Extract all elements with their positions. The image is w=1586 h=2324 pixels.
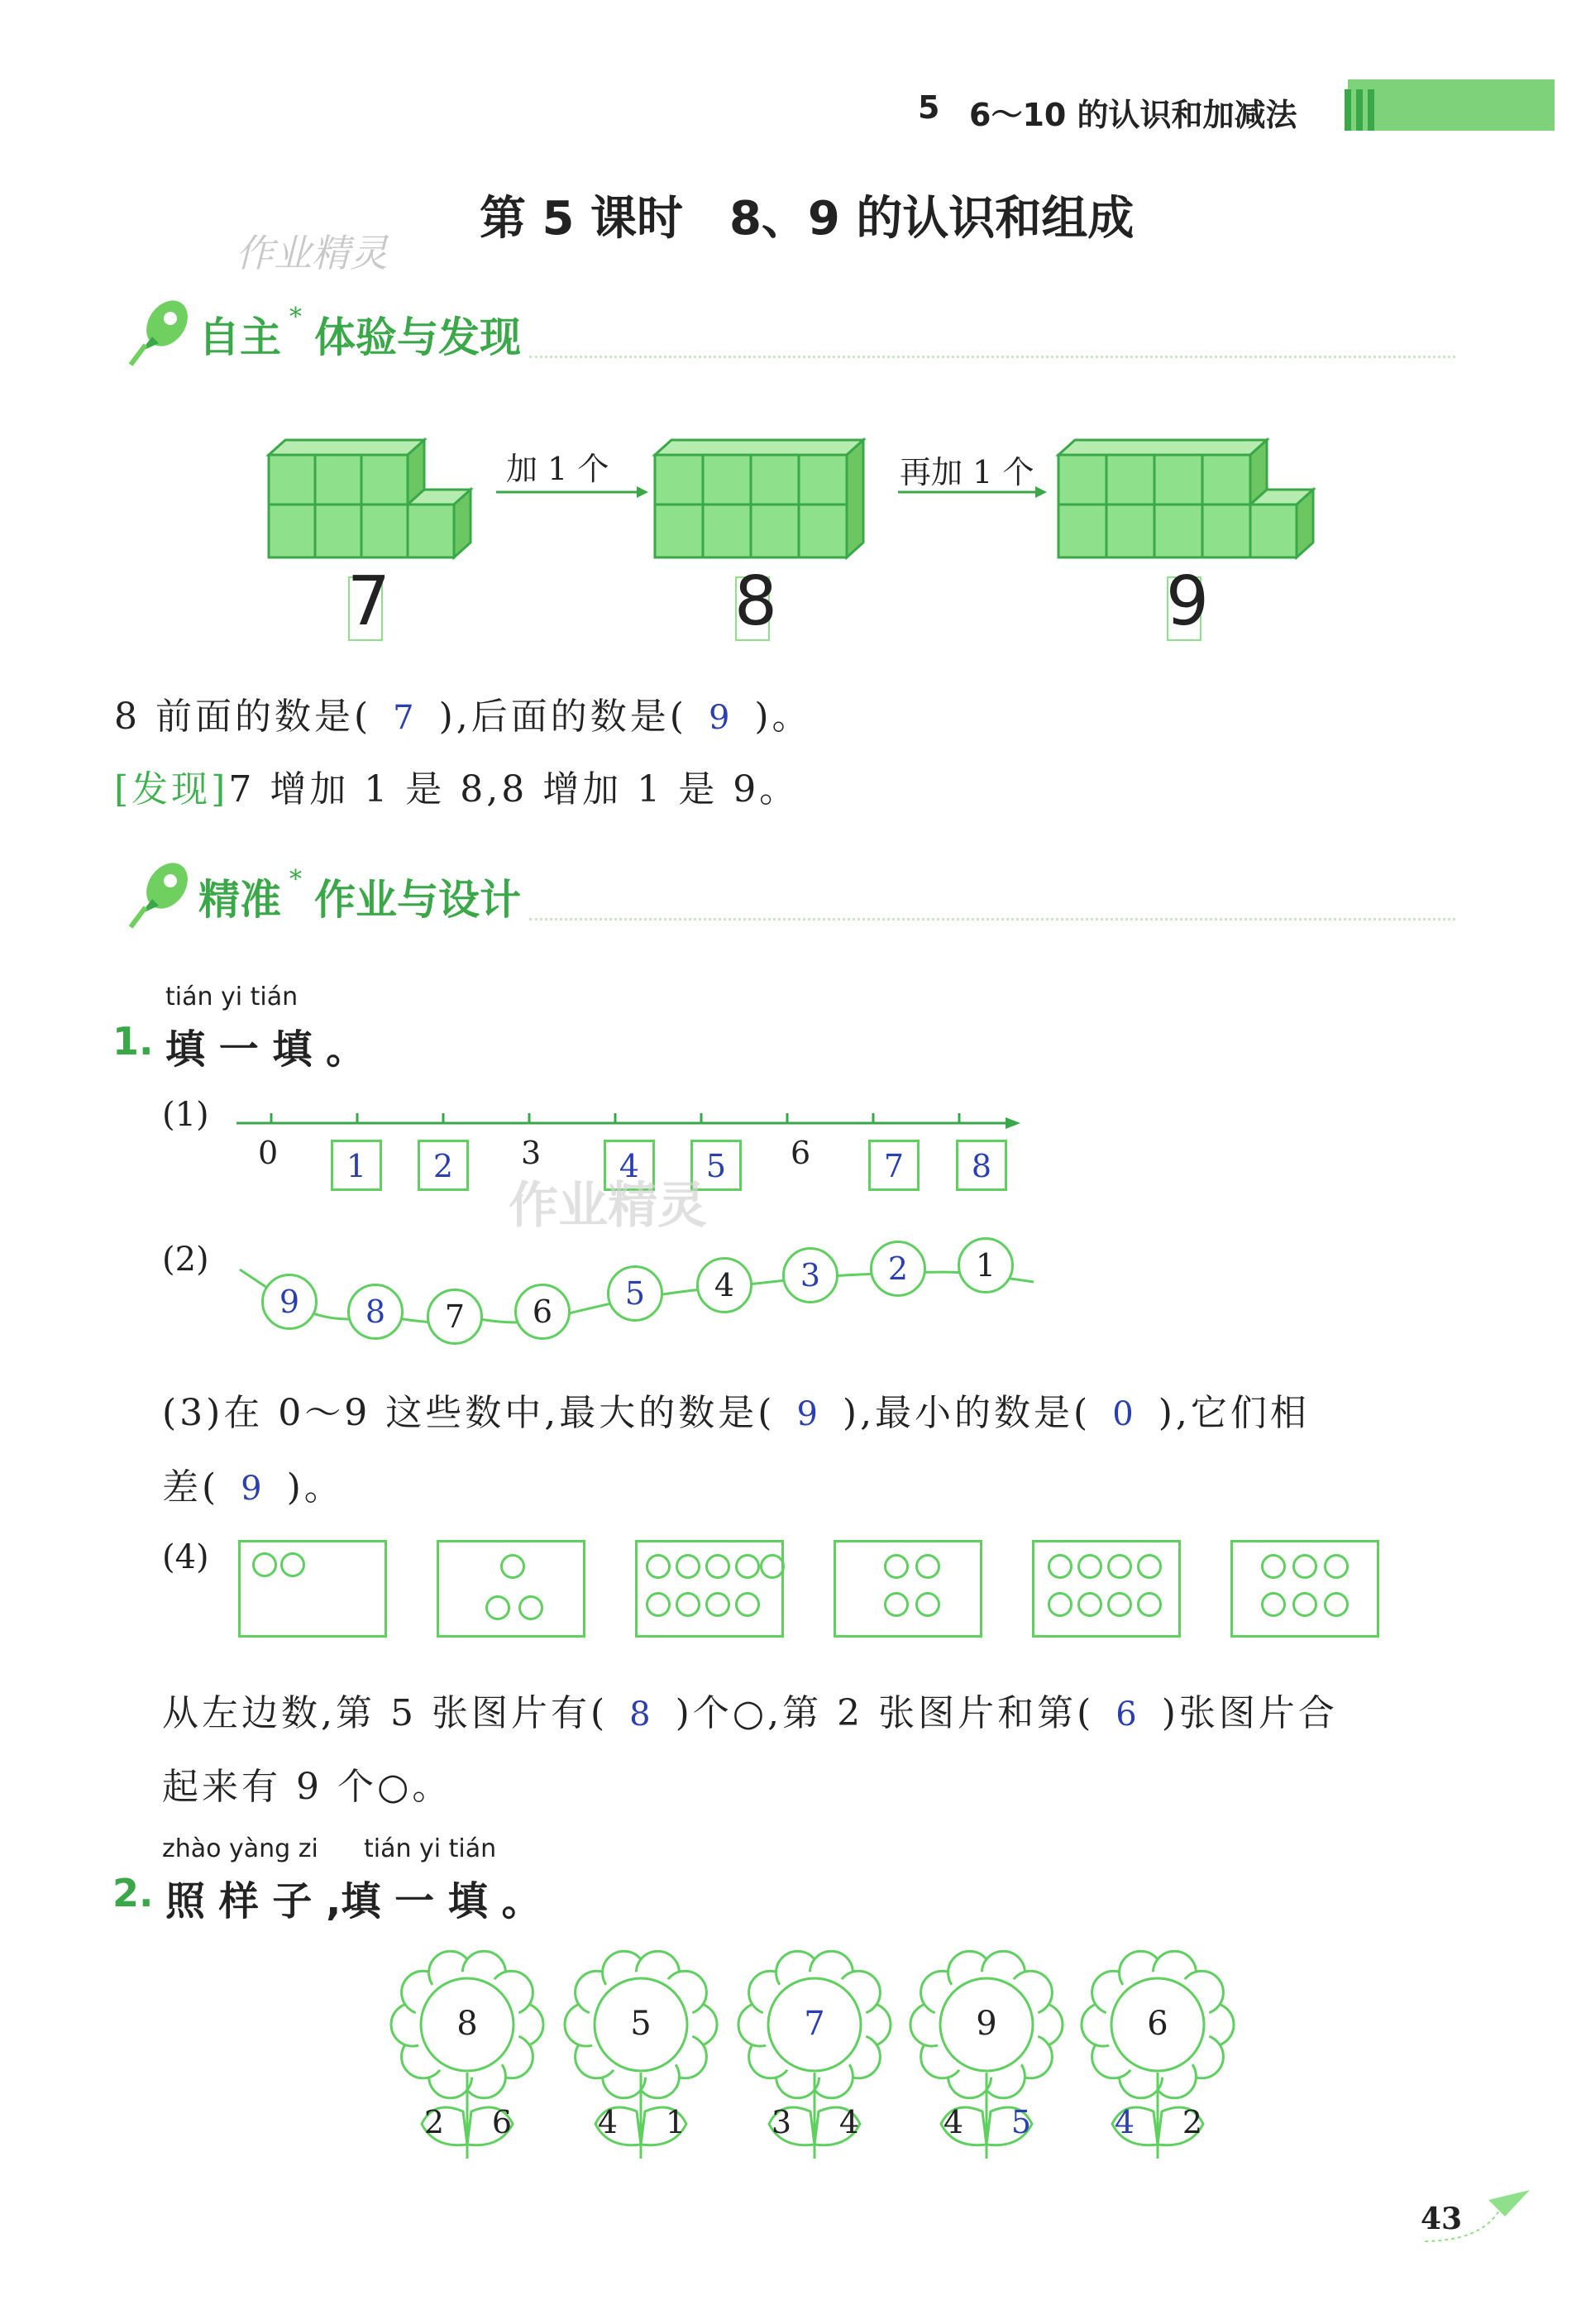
circle-dot: [485, 1595, 510, 1620]
flower-1-right: 6: [491, 2104, 513, 2140]
section1-question: 8 前面的数是( 7 ),后面的数是( 9 )。: [114, 696, 812, 738]
circle-dot: [676, 1554, 700, 1579]
flower-5-left[interactable]: 4: [1114, 2104, 1135, 2140]
circle-dot: [884, 1554, 909, 1579]
rocket-icon-2: [124, 856, 198, 930]
flower-1: [389, 1942, 546, 2165]
circle-dot: [735, 1554, 760, 1579]
line-box-8[interactable]: 8: [956, 1140, 1007, 1191]
bead-4: 4: [696, 1257, 752, 1313]
bead-5[interactable]: 5: [607, 1265, 663, 1322]
circle-dot: [705, 1592, 730, 1617]
bead-1: 1: [958, 1237, 1014, 1294]
section1-title-a: 自主: [198, 313, 281, 361]
circle-dot: [1324, 1554, 1349, 1579]
flower-4-right[interactable]: 5: [1010, 2104, 1032, 2140]
circle-dot: [705, 1554, 730, 1579]
line-box-5[interactable]: 5: [690, 1140, 742, 1191]
section2-title-a: 精准: [198, 876, 281, 924]
header-stripes: [1345, 89, 1386, 132]
dot-card-4: [834, 1540, 982, 1638]
watermark-top: 作业精灵: [236, 231, 388, 275]
line-label-3: 3: [521, 1135, 542, 1171]
bead-9[interactable]: 9: [261, 1274, 318, 1330]
answer-max: 9: [796, 1395, 821, 1433]
q1-pinyin: tián yi tián: [165, 983, 299, 1011]
page-number: 43: [1421, 2202, 1463, 2236]
paper-plane-icon: [1406, 2183, 1538, 2250]
flower-2: [562, 1942, 719, 2165]
flower-2-left: 4: [597, 2104, 619, 2140]
flower-1-top: 8: [456, 2005, 478, 2043]
lesson-title: 第 5 课时 8、9 的认识和组成: [480, 192, 1135, 246]
q2-pinyin-a: zhào yàng zi: [162, 1834, 318, 1863]
circle-dot: [1137, 1592, 1162, 1617]
flower-2-top: 5: [630, 2005, 652, 2043]
section1-rule: [529, 356, 1455, 358]
arrow2-label: 再加 1 个: [900, 454, 1034, 490]
discover-line: [114, 759, 799, 812]
circle-dot: [1077, 1554, 1102, 1579]
circle-dot: [735, 1592, 760, 1617]
line-box-2[interactable]: 2: [418, 1140, 469, 1191]
flower-4: [908, 1942, 1065, 2165]
p2-label: (2): [162, 1241, 209, 1279]
p3-line2: 差( 9 )。: [162, 1466, 344, 1509]
circle-dot: [760, 1554, 785, 1579]
circle-dot: [915, 1592, 940, 1617]
circle-dot: [1107, 1554, 1132, 1579]
circle-dot: [1292, 1554, 1317, 1579]
answer-after-8: 9: [708, 699, 733, 737]
flower-4-left: 4: [943, 2104, 964, 2140]
circle-dot: [1048, 1554, 1072, 1579]
q1-number: 1.: [112, 1019, 154, 1064]
answer-min: 0: [1112, 1395, 1137, 1433]
star-icon-2: *: [289, 865, 302, 894]
dot-card-3: [635, 1540, 784, 1638]
q2-pinyin-b: tián yi tián: [364, 1834, 497, 1863]
circle-dot: [252, 1552, 277, 1577]
p4-line2: 起来有 9 个○。: [162, 1766, 452, 1808]
circle-dot: [884, 1592, 909, 1617]
circle-dot: [1048, 1592, 1072, 1617]
p1-label: (1): [162, 1096, 209, 1134]
chapter-title: 6～10 的认识和加减法: [969, 97, 1297, 133]
flower-3-right: 4: [838, 2104, 860, 2140]
p3-line1: (3)在 0～9 这些数中,最大的数是( 9 ),最小的数是( 0 ),它们相: [162, 1392, 1310, 1434]
bead-7: 7: [427, 1289, 483, 1345]
digit-9: 9: [1165, 562, 1210, 641]
section2-rule: [529, 918, 1455, 921]
dot-card-5: [1032, 1540, 1181, 1638]
dot-card-2: [437, 1540, 585, 1638]
line-label-0: 0: [258, 1135, 279, 1171]
line-box-1[interactable]: 1: [331, 1140, 382, 1191]
bead-8[interactable]: 8: [347, 1284, 404, 1340]
circle-dot: [500, 1554, 525, 1579]
answer-diff: 9: [241, 1470, 265, 1508]
line-label-6: 6: [791, 1135, 811, 1171]
bead-3[interactable]: 3: [782, 1247, 838, 1303]
circle-dot: [1077, 1592, 1102, 1617]
circle-dot: [1324, 1592, 1349, 1617]
flower-4-top: 9: [976, 2005, 997, 2043]
arrow1-label: 加 1 个: [506, 451, 609, 487]
chapter-number: 5: [918, 89, 940, 126]
answer-before-8: 7: [393, 699, 418, 737]
dot-card-1: [238, 1540, 387, 1638]
circle-dot: [1261, 1554, 1286, 1579]
digit-8: 8: [733, 562, 778, 641]
bead-6: 6: [514, 1284, 571, 1340]
flower-3-left: 3: [771, 2104, 792, 2140]
q2-title: 照 样 子 ,填 一 填 。: [165, 1878, 542, 1925]
q2-number: 2.: [112, 1871, 154, 1915]
circle-dot: [1292, 1592, 1317, 1617]
bead-2[interactable]: 2: [870, 1241, 926, 1297]
watermark-mid: 作业精灵: [509, 1177, 707, 1235]
circle-dot: [518, 1595, 543, 1620]
flower-1-left: 2: [423, 2104, 445, 2140]
number-line: [232, 1108, 1025, 1141]
flower-3: [736, 1942, 893, 2165]
flower-3-top[interactable]: 7: [804, 2005, 825, 2043]
answer-card5: 8: [629, 1695, 654, 1733]
discover-tag: [发现]: [114, 768, 229, 811]
flower-5-right: 2: [1182, 2104, 1203, 2140]
circle-dot: [1107, 1592, 1132, 1617]
circle-dot: [646, 1554, 671, 1579]
circle-dot: [1137, 1554, 1162, 1579]
dot-card-6: [1230, 1540, 1379, 1638]
q1-title: 填 一 填 。: [165, 1026, 366, 1073]
line-box-7[interactable]: 7: [868, 1140, 920, 1191]
circle-dot: [676, 1592, 700, 1617]
section2-title-b: 作业与设计: [314, 876, 521, 924]
answer-card-pair: 6: [1115, 1695, 1140, 1733]
discover-text: 7 增加 1 是 8,8 增加 1 是 9。: [228, 768, 800, 811]
flower-5-top: 6: [1147, 2005, 1168, 2043]
circle-dot: [1261, 1592, 1286, 1617]
rocket-icon: [124, 294, 198, 368]
flower-5: [1079, 1942, 1236, 2165]
section1-title-b: 体验与发现: [314, 313, 521, 361]
circle-dot: [646, 1592, 671, 1617]
flower-2-right: 1: [665, 2104, 686, 2140]
line-box-4[interactable]: 4: [604, 1140, 655, 1191]
circle-dot: [280, 1552, 305, 1577]
p4-line1: 从左边数,第 5 张图片有( 8 )个○,第 2 张图片和第( 6 )张图片合: [162, 1692, 1338, 1734]
p4-label: (4): [162, 1538, 209, 1576]
star-icon: *: [289, 303, 302, 332]
circle-dot: [915, 1554, 940, 1579]
digit-7: 7: [346, 562, 391, 641]
